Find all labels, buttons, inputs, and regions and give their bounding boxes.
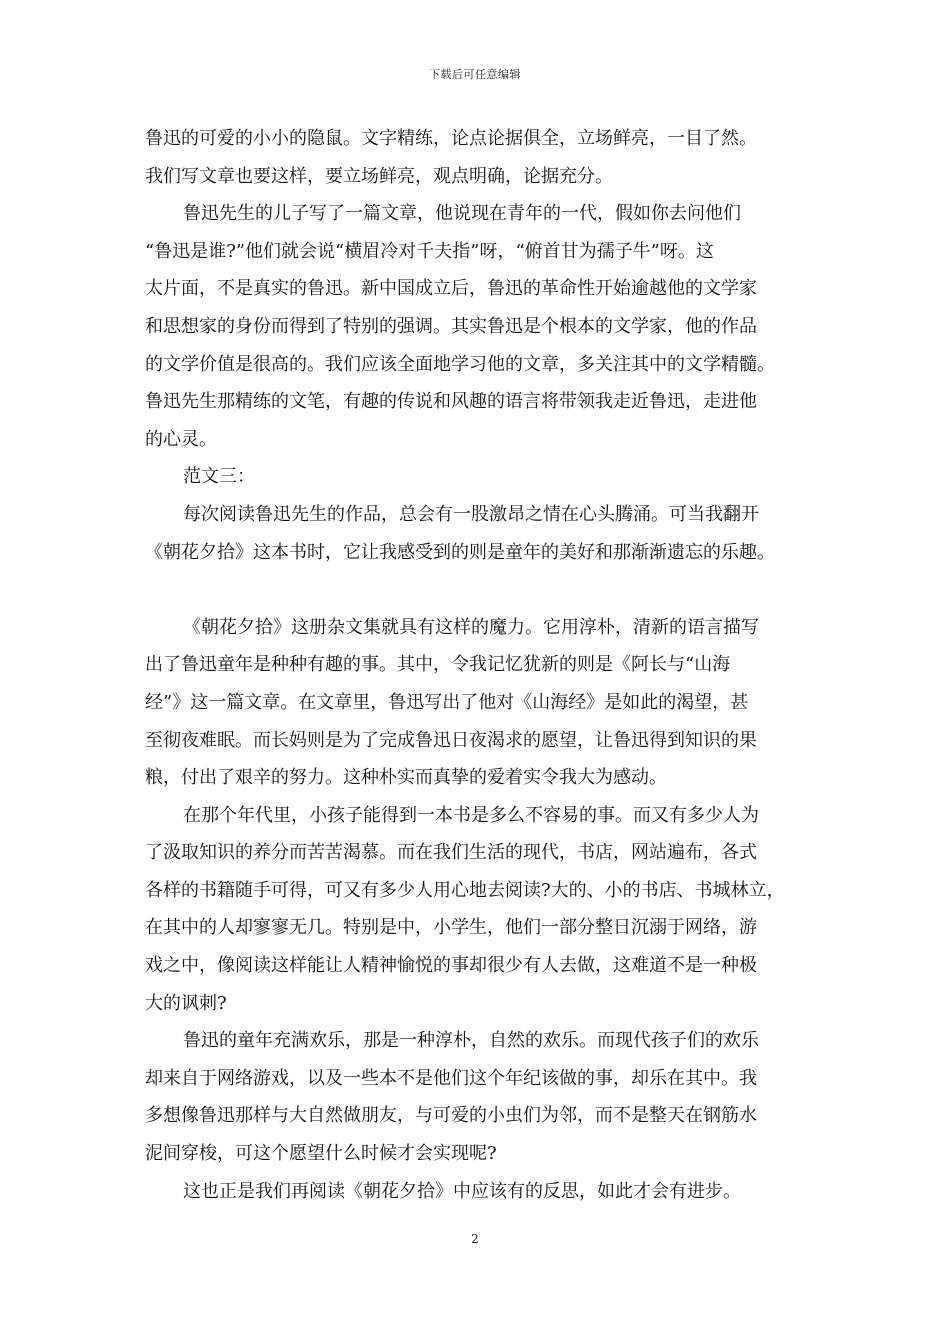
text-line: 各样的书籍随手可得，可又有多少人用心地去阅读?大的、小的书店、书城林立，: [145, 879, 785, 901]
section-heading: 范文三：: [183, 466, 255, 488]
text-line: 至彻夜难眠。而长妈则是为了完成鲁迅日夜渴求的愿望，让鲁迅得到知识的果: [145, 729, 757, 751]
text-line: 《朝花夕拾》这本书时，它让我感受到的则是童年的美好和那渐渐遗忘的乐趣。: [145, 541, 775, 563]
text-line: 却来自于网络游戏，以及一些本不是他们这个年纪该做的事，却乐在其中。我: [145, 1067, 757, 1089]
text-line: 经”》这一篇文章。在文章里，鲁迅写出了他对《山海经》是如此的渴望，甚: [145, 691, 749, 713]
text-line: 太片面，不是真实的鲁迅。新中国成立后，鲁迅的革命性开始逾越他的文学家: [145, 278, 757, 300]
document-body: [145, 120, 825, 1210]
text-line: 的心灵。: [145, 428, 217, 450]
text-line: 和思想家的身份而得到了特别的强调。其实鲁迅是个根本的文学家，他的作品: [145, 315, 757, 337]
paragraph-start: 鲁迅的童年充满欢乐，那是一种淳朴，自然的欢乐。而现代孩子们的欢乐: [183, 1030, 759, 1052]
text-line: 我们写文章也要这样，要立场鲜亮，观点明确，论据充分。: [145, 165, 613, 187]
text-line: 泥间穿梭，可这个愿望什么时候才会实现呢?: [145, 1143, 497, 1165]
text-line: 出了鲁迅童年是种种有趣的事。其中，令我记忆犹新的则是《阿长与“山海: [145, 654, 731, 676]
paragraph-start: 《朝花夕拾》这册杂文集就具有这样的魔力。它用淳朴，清新的语言描写: [183, 616, 759, 638]
text-line: 鲁迅的可爱的小小的隐鼠。文字精练，论点论据俱全，立场鲜亮，一目了然。: [145, 128, 757, 149]
text-line: 大的讽刺?: [145, 992, 227, 1014]
text-line: 粮，付出了艰辛的努力。这种朴实而真挚的爱着实令我大为感动。: [145, 767, 667, 789]
text-line: “鲁迅是谁?”他们就会说“横眉冷对千夫指”呀，“俯首甘为孺子牛”呀。这: [145, 240, 714, 262]
text-line: 的文学价值是很高的。我们应该全面地学习他的文章，多关注其中的文学精髓。: [145, 353, 775, 375]
paragraph-start: 每次阅读鲁迅先生的作品，总会有一股激昂之情在心头腾涌。可当我翻开: [183, 503, 759, 525]
paragraph-start: 鲁迅先生的儿子写了一篇文章，他说现在青年的一代，假如你去问他们: [183, 203, 741, 225]
page-number: 2: [471, 1232, 479, 1246]
paragraph-start: 这也正是我们再阅读《朝花夕拾》中应该有的反思，如此才会有进步。: [183, 1180, 741, 1202]
text-line: 戏之中，像阅读这样能让人精神愉悦的事却很少有人去做，这难道不是一种极: [145, 955, 757, 977]
text-line: 在其中的人却寥寥无几。特别是中，小学生，他们一部分整日沉溺于网络，游: [145, 917, 757, 939]
text-line: 了汲取知识的养分而苦苦渴慕。而在我们生活的现代，书店，网站遍布，各式: [145, 842, 757, 864]
text-line: 多想像鲁迅那样与大自然做朋友，与可爱的小虫们为邻，而不是整天在钢筋水: [145, 1105, 757, 1127]
page-header: 下载后可任意编辑: [429, 68, 521, 81]
blank-line: [145, 571, 825, 609]
paragraph-start: 在那个年代里，小孩子能得到一本书是多么不容易的事。而又有多少人为: [183, 804, 759, 826]
text-line: 鲁迅先生那精练的文笔，有趣的传说和风趣的语言将带领我走近鲁迅，走进他: [145, 391, 757, 413]
